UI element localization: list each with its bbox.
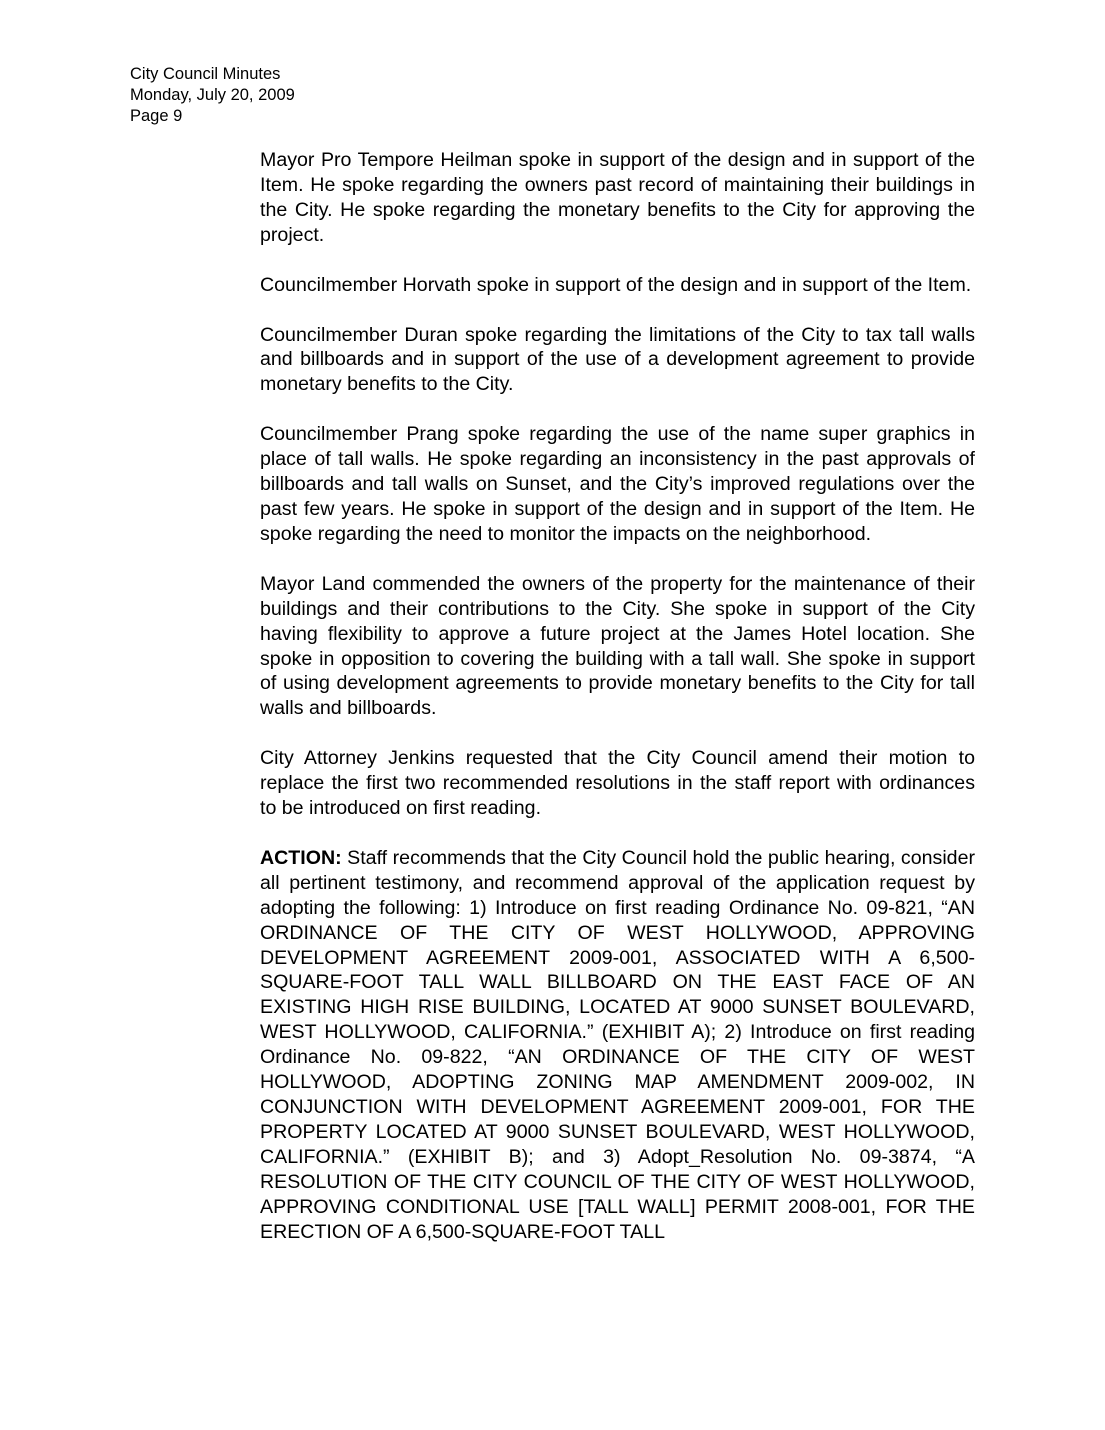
paragraph-jenkins: City Attorney Jenkins requested that the City Council amend their motion to replace the first two recommended resolutions in the staff report with ordinances to be introduced on first reading. xyxy=(260,747,975,820)
action-label: ACTION: xyxy=(260,846,342,869)
page-number: Page 9 xyxy=(130,107,183,125)
action-paragraph xyxy=(260,846,975,1245)
paragraph-duran: Councilmember Duran spoke regarding the limitations of the City to tax tall walls and billboards and in support of the use of a development agreement to provide monetary benefits to the City. xyxy=(260,323,975,396)
paragraph-land: Mayor Land commended the owners of the property for the maintenance of their buildings and their contributions to the City. She spoke in support of the City having flexibility to approve a future project at the James Hotel location. She spoke in opposition to covering the building with a tall wall. She spoke in support of using development agreements to provide monetary benefits to the City for tall walls and billboards. xyxy=(260,572,975,720)
document-title: City Council Minutes xyxy=(130,65,281,83)
meeting-date: Monday, July 20, 2009 xyxy=(130,86,295,104)
action-text: Staff recommends that the City Council hold the public hearing, consider all pertinent testimony, and recommend approval of the application request by adopting the following: 1) Introduce on first reading Ordinance No. 09-821, “AN ORDINANCE OF THE CITY OF WEST HOLLYWOOD, APPROVING DEVELOPMENT AGREEMENT 2009-001, ASSOCIATED WITH A 6,500-SQUARE-FOOT TALL WALL BILLBOARD ON THE EAST FACE OF AN EXISTING HIGH RISE BUILDING, LOCATED AT 9000 SUNSET BOULEVARD, WEST HOLLYWOOD, CALIFORNIA.” (EXHIBIT A); 2) Introduce on first reading Ordinance No. 09-822, “AN ORDINANCE OF THE CITY OF WEST HOLLYWOOD, ADOPTING ZONING MAP AMENDMENT 2009-002, IN CONJUNCTION WITH DEVELOPMENT AGREEMENT 2009-001, FOR THE PROPERTY LOCATED AT 9000 SUNSET BOULEVARD, WEST HOLLYWOOD, CALIFORNIA.” (EXHIBIT B); and 3) Adopt_Resolution No. 09-3874, “A RESOLUTION OF THE CITY COUNCIL OF THE CITY OF WEST HOLLYWOOD, APPROVING CONDITIONAL USE [TALL WALL] PERMIT 2008-001, FOR THE ERECTION OF A 6,500-SQUARE-FOOT TALL xyxy=(260,846,975,1243)
paragraph-horvath: Councilmember Horvath spoke in support of the design and in support of the Item. xyxy=(260,273,972,296)
paragraph-heilman: Mayor Pro Tempore Heilman spoke in support of the design and in support of the Item. He spoke regarding the owners past record of maintaining their buildings in the City. He spoke regarding the monetary benefits to the City for approving the project. xyxy=(260,149,975,246)
minutes-body xyxy=(260,148,975,1244)
paragraph-prang: Councilmember Prang spoke regarding the use of the name super graphics in place of tall walls. He spoke regarding an inconsistency in the past approvals of billboards and tall walls on Sunset, and the City’s improved regulations over the past few years. He spoke in support of the design and in support of the Item. He spoke regarding the need to monitor the impacts on the neighborhood. xyxy=(260,423,975,545)
page-header xyxy=(130,64,295,127)
